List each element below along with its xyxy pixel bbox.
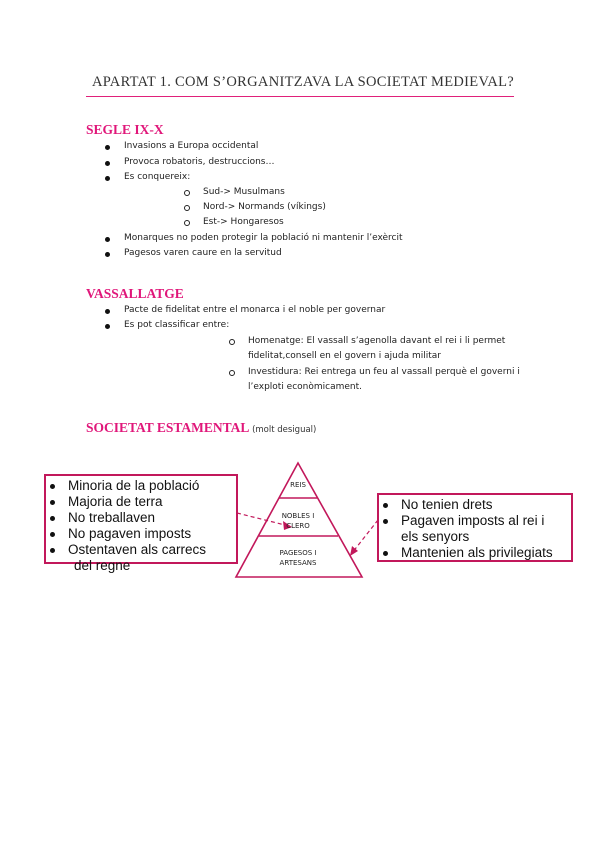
section-heading-vassallatge: VASSALLATGE xyxy=(86,286,184,301)
pyramid-label-pagesos: PAGESOS I ARTESANS xyxy=(279,549,317,567)
section-heading-estamental: SOCIETAT ESTAMENTAL (molt desigual) xyxy=(86,420,317,435)
sub-list-item: Homenatge: El vassall s’agenolla davant el rei i li permet xyxy=(248,336,505,346)
list-item: Minoria de la població xyxy=(48,478,236,494)
non-privileged-box xyxy=(377,493,573,562)
bullet-icon xyxy=(383,503,388,508)
bullet-icon xyxy=(383,551,388,556)
list-item: No treballaven xyxy=(48,510,236,526)
pyramid-label-nobles: NOBLES I CLERO xyxy=(281,512,315,530)
list-item-continuation: del regne xyxy=(74,558,131,573)
list-item: Pacte de fidelitat entre el monarca i el noble per governar xyxy=(124,305,385,315)
list-item: Provoca robatoris, destruccions… xyxy=(124,157,275,167)
list-item: Mantenien als privilegiats xyxy=(381,545,571,561)
heading-note: (molt desigual) xyxy=(252,425,317,435)
list-item: Es pot classificar entre: xyxy=(124,320,229,330)
bullet-icon xyxy=(50,484,55,489)
bullet-icon xyxy=(383,519,388,524)
privileged-box xyxy=(44,474,238,573)
list-item-continuation: els senyors xyxy=(401,529,470,544)
bullet-icon xyxy=(50,500,55,505)
list-item: Majoria de terra xyxy=(48,494,236,510)
sub-list-item: Nord-> Normands (víkings) xyxy=(203,202,326,212)
page-title: APARTAT 1. COM S’ORGANITZAVA LA SOCIETAT MEDIEVAL? xyxy=(92,74,515,90)
sub-list-item-continuation: fidelitat,consell en el govern i ajuda militar xyxy=(248,351,441,361)
sub-list-item: Investidura: Rei entrega un feu al vassall perquè el governi i xyxy=(248,367,520,377)
bullet-icon xyxy=(50,532,55,537)
connector-right xyxy=(352,520,378,553)
list-item: Ostentaven als carrecs xyxy=(48,542,236,558)
bullet-icon xyxy=(50,548,55,553)
bullet-icon xyxy=(50,516,55,521)
sub-list-item-continuation: l’exploti econòmicament. xyxy=(248,382,363,392)
sub-list-item: Sud-> Musulmans xyxy=(203,187,285,197)
sub-list-item: Est-> Hongaresos xyxy=(203,217,284,227)
list-item: Es conquereix: xyxy=(124,172,190,182)
list-item: No pagaven imposts xyxy=(48,526,236,542)
pyramid-label-reis: REIS xyxy=(290,481,306,489)
list-item: Pagesos varen caure en la servitud xyxy=(124,248,282,258)
connector-right-arrowhead xyxy=(350,546,358,556)
list-item: No tenien drets xyxy=(381,497,571,513)
list-item: Monarques no poden protegir la població ni mantenir l’exèrcit xyxy=(124,233,403,243)
list-item: Invasions a Europa occidental xyxy=(124,141,258,151)
section-heading-segle: SEGLE IX-X xyxy=(86,122,164,137)
list-item: Pagaven imposts al rei i xyxy=(381,513,571,529)
